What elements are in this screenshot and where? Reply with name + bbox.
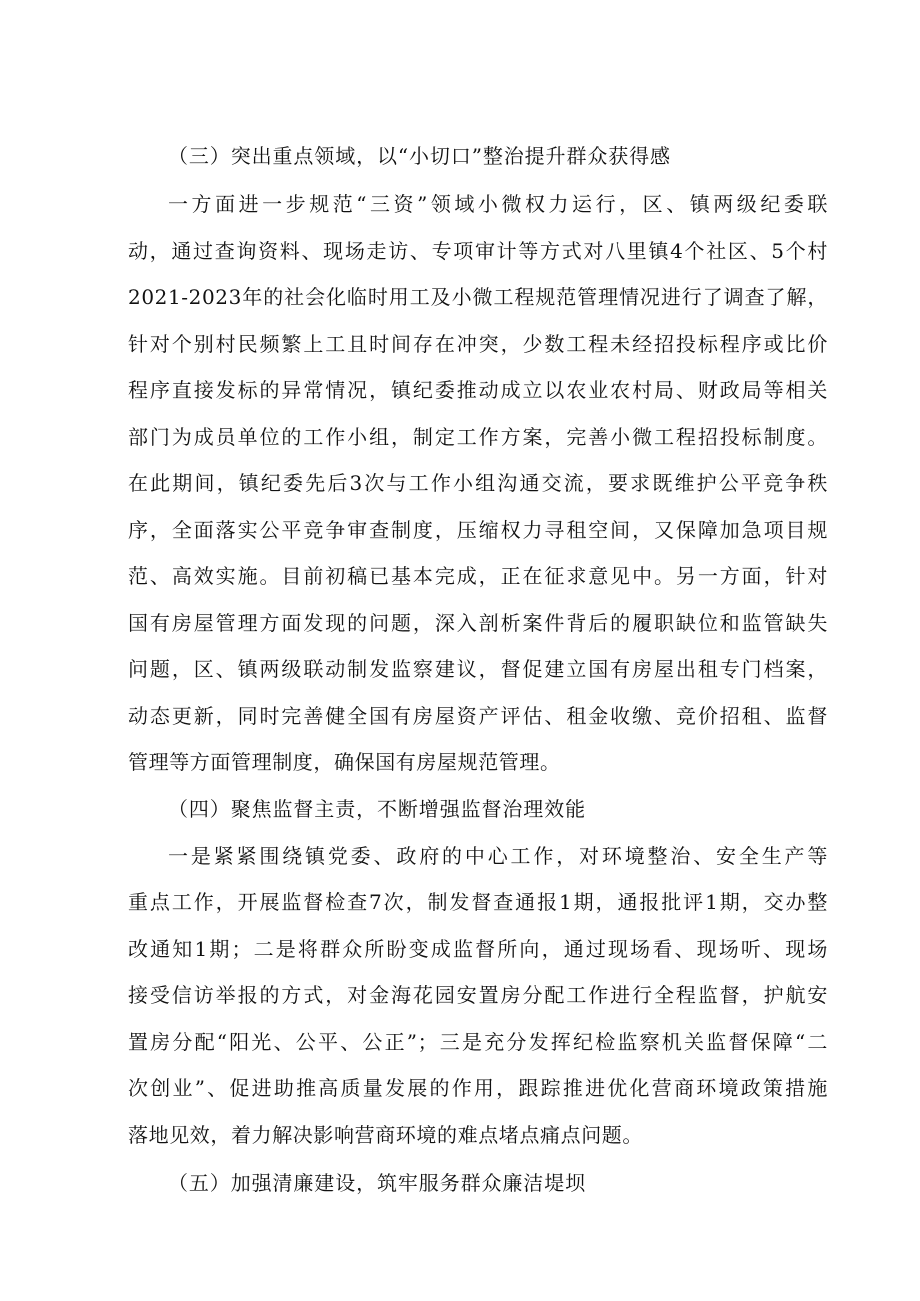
paragraph-line: 动态更新，同时完善健全国有房屋资产评估、租金收缴、竞价招租、监督 (128, 704, 828, 728)
paragraph-line: 一是紧紧围绕镇党委、政府的中心工作，对环境整治、安全生产等 (168, 844, 828, 868)
paragraph-line: 重点工作，开展监督检查7次，制发督查通报1期，通报批评1期，交办整 (128, 890, 828, 914)
paragraph-line: 在此期间，镇纪委先后3次与工作小组沟通交流，要求既维护公平竞争秩 (128, 471, 828, 495)
section-heading-3: （三）突出重点领域，以“小切口”整治提升群众获得感 (168, 144, 671, 168)
paragraph-line: 置房分配“阳光、公平、公正”；三是充分发挥纪检监察机关监督保障“二 (128, 1030, 828, 1054)
paragraph-line: 2021-2023年的社会化临时用工及小微工程规范管理情况进行了调查了解， (128, 285, 828, 309)
paragraph-line: 动，通过查询资料、现场走访、专项审计等方式对八里镇4个社区、5个村 (128, 239, 828, 263)
paragraph-line: 国有房屋管理方面发现的问题，深入剖析案件背后的履职缺位和监管缺失 (128, 611, 828, 635)
paragraph-line-last: 落地见效，着力解决影响营商环境的难点堵点痛点问题。 (128, 1123, 643, 1147)
paragraph-line: 次创业”、促进助推高质量发展的作用，跟踪推进优化营商环境政策措施 (128, 1076, 828, 1100)
paragraph-line: 针对个别村民频繁上工且时间存在冲突，少数工程未经招投标程序或比价 (128, 332, 828, 356)
paragraph-line: 接受信访举报的方式，对金海花园安置房分配工作进行全程监督，护航安 (128, 983, 828, 1007)
section-heading-4: （四）聚焦监督主责，不断增强监督治理效能 (168, 797, 586, 821)
paragraph-line: 部门为成员单位的工作小组，制定工作方案，完善小微工程招投标制度。 (128, 425, 828, 449)
paragraph-line: 范、高效实施。目前初稿已基本完成，正在征求意见中。另一方面，针对 (128, 564, 828, 588)
paragraph-line: 改通知1期；二是将群众所盼变成监督所向，通过现场看、现场听、现场 (128, 937, 828, 961)
paragraph-line-last: 管理等方面管理制度，确保国有房屋规范管理。 (128, 750, 561, 774)
paragraph-line: 问题，区、镇两级联动制发监察建议，督促建立国有房屋出租专门档案， (128, 657, 828, 681)
paragraph-line: 序，全面落实公平竞争审查制度，压缩权力寻租空间，又保障加急项目规 (128, 518, 828, 542)
section-heading-5: （五）加强清廉建设，筑牢服务群众廉洁堤坝 (168, 1171, 586, 1195)
paragraph-line: 一方面进一步规范“三资”领域小微权力运行，区、镇两级纪委联 (168, 192, 828, 216)
paragraph-line: 程序直接发标的异常情况，镇纪委推动成立以农业农村局、财政局等相关 (128, 378, 828, 402)
